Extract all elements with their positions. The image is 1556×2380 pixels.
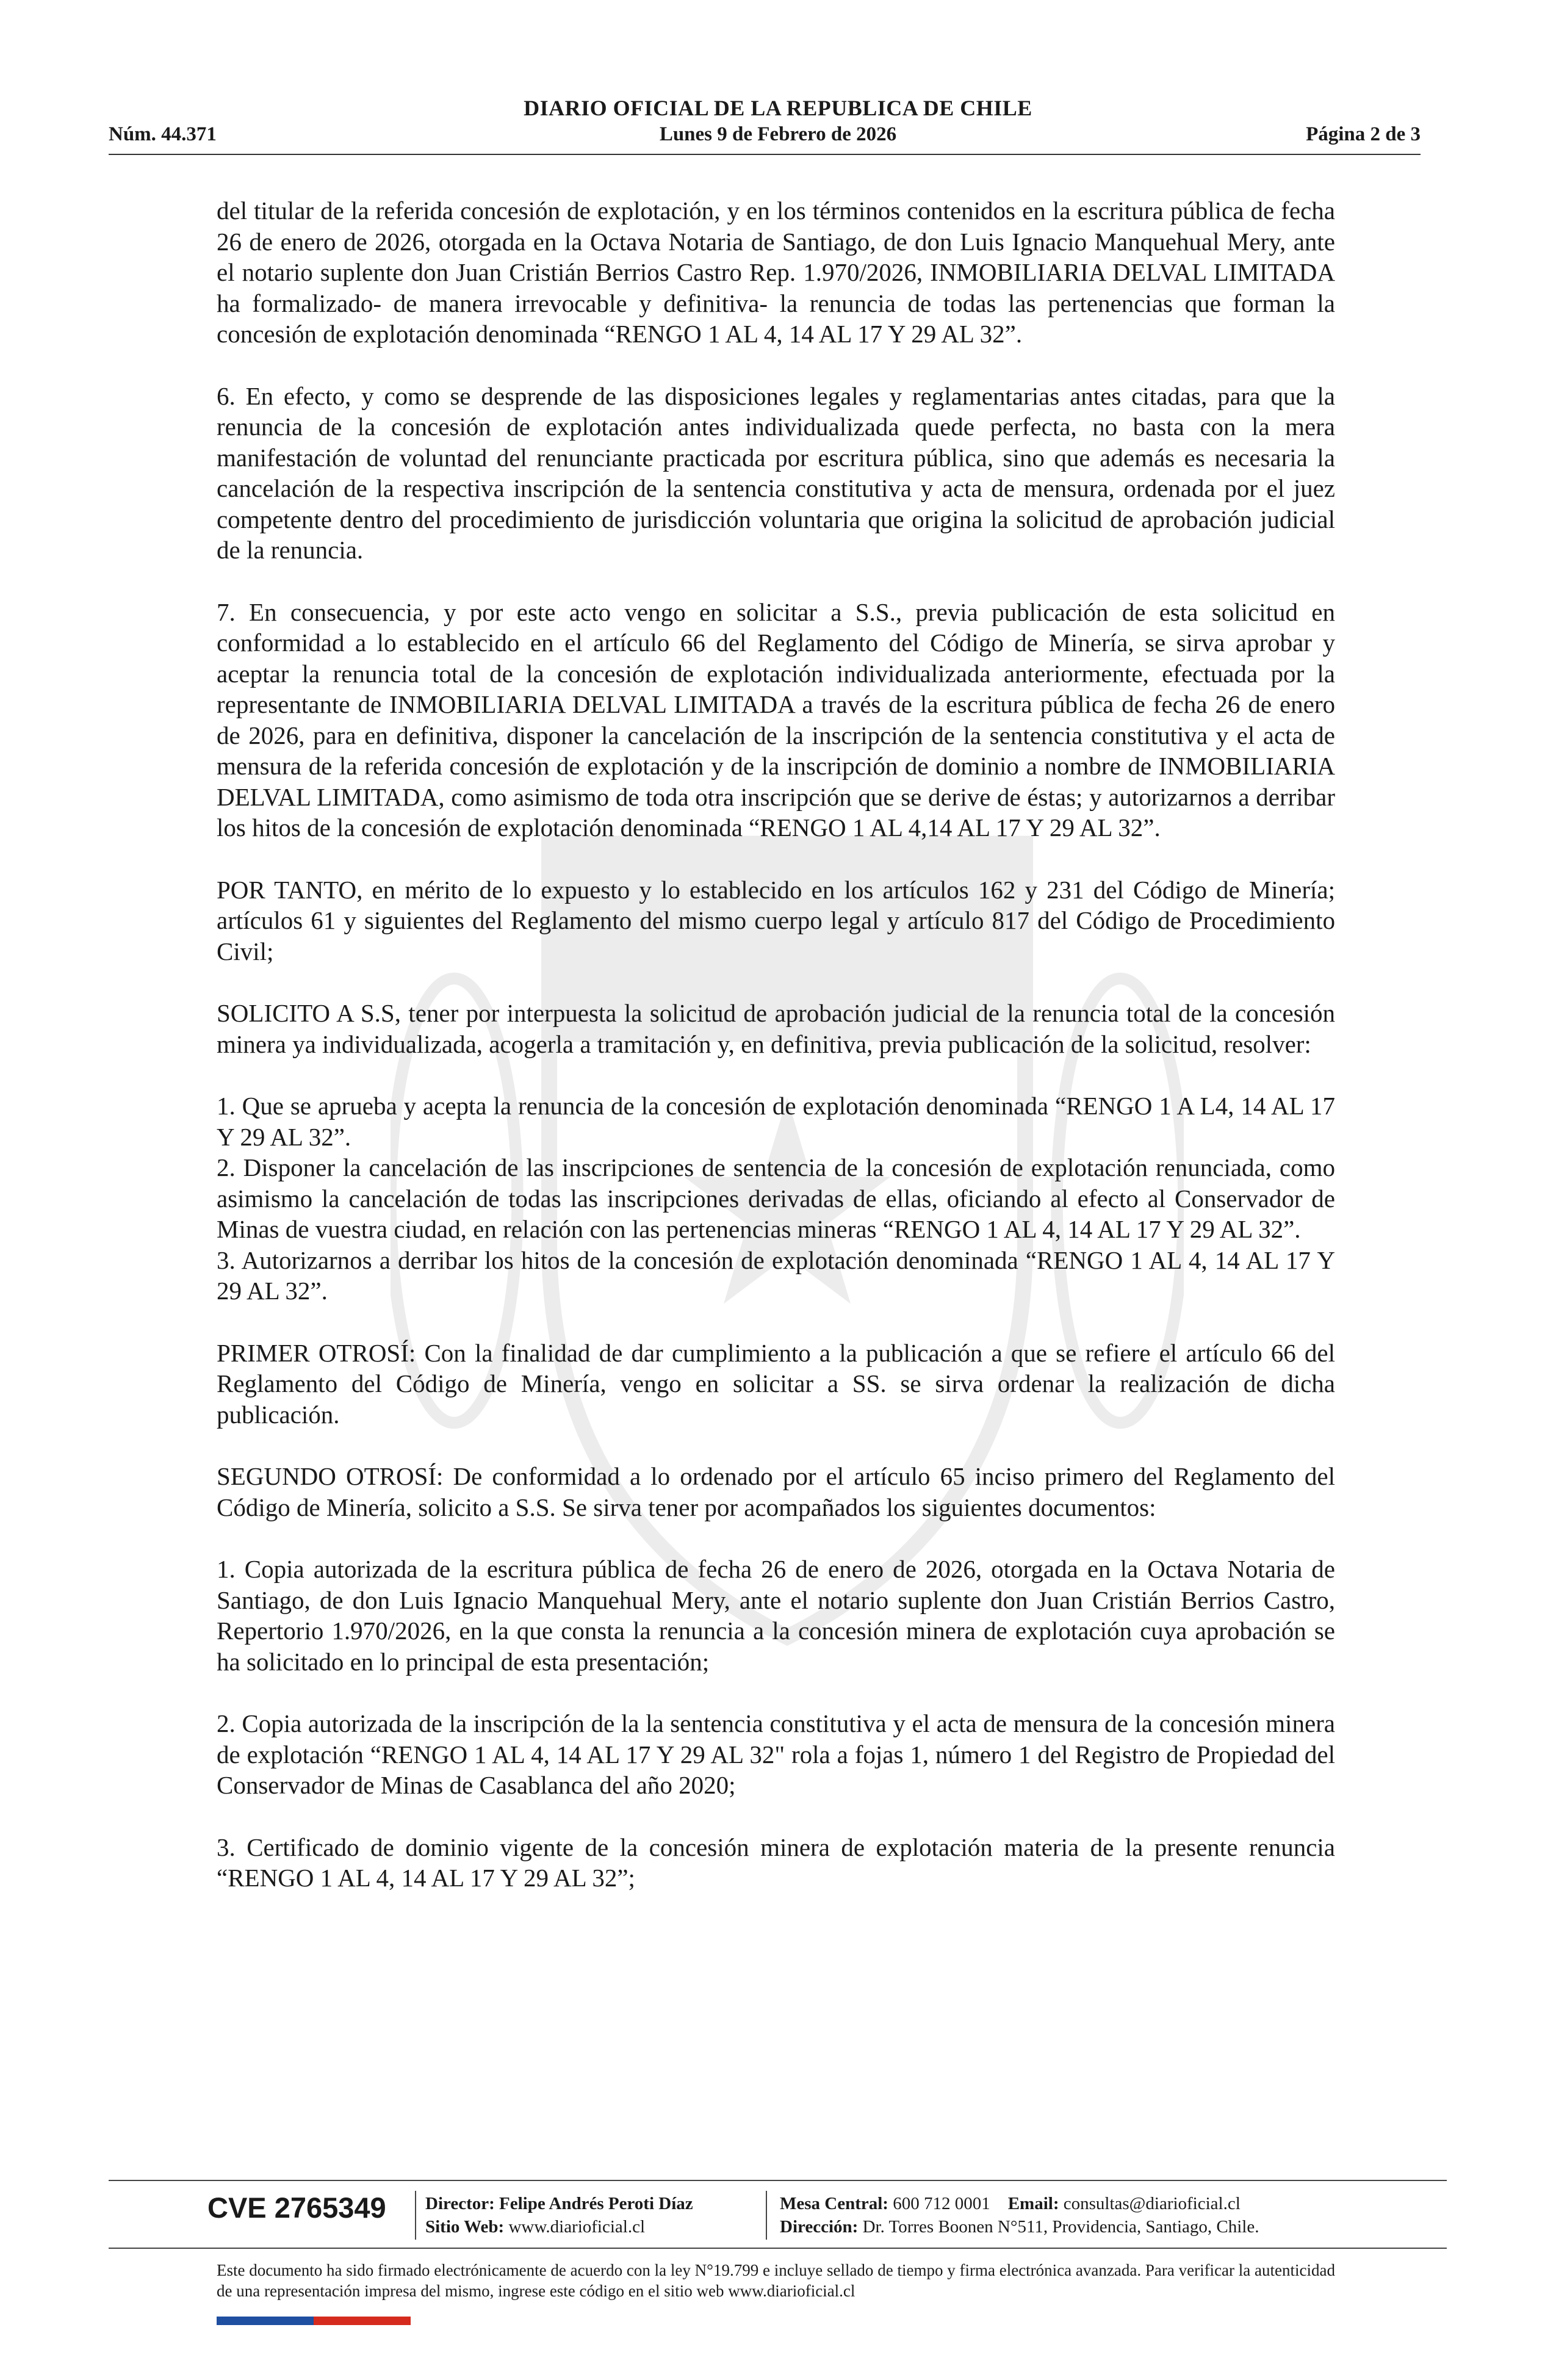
resolve-item-2: 2. Disponer la cancelación de las inscripciones de sentencia de la concesión de explotación renunciada, como asimismo la cancelación de todas las inscripciones derivadas de ellas, oficiando al efecto al Conservador de Minas de vuestra ciudad, en relación con las pertenencias mineras “RENGO 1 AL 4, 14 AL 17 Y 29 AL 32”.: [217, 1153, 1335, 1243]
document-item-1: 1. Copia autorizada de la escritura pública de fecha 26 de enero de 2026, otorgada en la Octava Notaria de Santiago, de don Luis Ignacio Manquehual Mery, ante el notario suplente don Juan Cristián Berrios Castro, Repertorio 1.970/2026, en la que consta la renuncia a la concesión minera de explotación cuya aprobación se ha solicitado en lo principal de esta presentación;: [217, 1555, 1335, 1676]
director-name: Felipe Andrés Peroti Díaz: [499, 2194, 693, 2213]
segundo-otrosi: SEGUNDO OTROSÍ: De conformidad a lo ordenado por el artículo 65 inciso primero del Reglamento del Código de Minería, solicito a S.S. Se sirva tener por acompañados los siguientes documentos:: [217, 1462, 1335, 1521]
document-item-3: 3. Certificado de dominio vigente de la concesión minera de explotación materia de la presente renuncia “RENGO 1 AL 4, 14 AL 17 Y 29 AL 32”;: [217, 1833, 1335, 1892]
footer-divider-top: [109, 2180, 1447, 2181]
header-divider: [109, 154, 1421, 155]
issue-date: Lunes 9 de Febrero de 2026: [659, 123, 897, 145]
signature-note: Este documento ha sido firmado electrónicamente de acuerdo con la ley N°19.799 e incluye sellado de tiempo y firma electrónica avanzada. Para verificar la autenticidad de una representación impresa del mismo, ingrese este código en el sitio web www.diarioficial.cl: [217, 2261, 1335, 2300]
paragraph-7: 7. En consecuencia, y por este acto vengo en solicitar a S.S., previa publicación de esta solicitud en conformidad a lo establecido en el artículo 66 del Reglamento del Código de Minería, se sirva aprobar y aceptar la renuncia total de la concesión de explotación individualizada anteriormente, efectuada por la representante de INMOBILIARIA DELVAL LIMITADA a través de la escritura pública de fecha 26 de enero de 2026, para en definitiva, disponer la cancelación de la inscripción de la sentencia constitutiva y el acta de mensura de la referida concesión de explotación y de la inscripción de dominio a nombre de INMOBILIARIA DELVAL LIMITADA, como asimismo de toda otra inscripción que se derive de éstas; y autorizarnos a derribar los hitos de la concesión de explotación denominada “RENGO 1 AL 4,14 AL 17 Y 29 AL 32”.: [217, 597, 1335, 842]
phone-number: 600 712 0001: [893, 2194, 990, 2213]
issue-number: Núm. 44.371: [109, 123, 217, 145]
email-label: Email:: [1007, 2194, 1059, 2213]
phone-label: Mesa Central:: [780, 2194, 888, 2213]
flag-stripe: [217, 2317, 411, 2325]
address-text: Dr. Torres Boonen N°511, Providencia, Santiago, Chile.: [862, 2217, 1259, 2237]
paragraph-solicito: SOLICITO A S.S, tener por interpuesta la solicitud de aprobación judicial de la renuncia total de la concesión minera ya individualizada, acogerla a tramitación y, en definitiva, previa publicación de la solicitud, resolver:: [217, 999, 1335, 1058]
address-label: Dirección:: [780, 2217, 859, 2237]
email-link[interactable]: consultas@diarioficial.cl: [1063, 2194, 1241, 2213]
document-body: [217, 195, 1335, 1925]
footer-separator: [415, 2191, 416, 2240]
primer-otrosi: PRIMER OTROSÍ: Con la finalidad de dar cumplimiento a la publicación a que se refiere el artículo 66 del Reglamento del Código de Minería, vengo en solicitar a SS. se sirva ordenar la realización de dicha publicación.: [217, 1338, 1335, 1429]
flag-red-band: [314, 2317, 411, 2325]
paragraph-6: 6. En efecto, y como se desprende de las disposiciones legales y reglamentarias antes citadas, para que la renuncia de la concesión de explotación antes individualizada quede perfecta, no basta con la mera manifestación de voluntad del renunciante practicada por escritura pública, sino que además es necesaria la cancelación de la respectiva inscripción de la sentencia constitutiva y acta de mensura, ordenada por el juez competente dentro del procedimiento de jurisdicción voluntaria que origina la solicitud de aprobación judicial de la renuncia.: [217, 381, 1335, 564]
paragraph-continuation: del titular de la referida concesión de explotación, y en los términos contenidos en la escritura pública de fecha 26 de enero de 2026, otorgada en la Octava Notaria de Santiago, de don Luis Ignacio Manquehual Mery, ante el notario suplente don Juan Cristián Berrios Castro Rep. 1.970/2026, INMOBILIARIA DELVAL LIMITADA ha formalizado- de manera irrevocable y definitiva- la renuncia de todas las pertenencias que forman la concesión de explotación denominada “RENGO 1 AL 4, 14 AL 17 Y 29 AL 32”.: [217, 197, 1335, 348]
footer-contact-block: [780, 2192, 1259, 2238]
cve-code: CVE 2765349: [207, 2191, 386, 2224]
footer-director-block: [425, 2192, 693, 2238]
document-item-2: 2. Copia autorizada de la inscripción de la la sentencia constitutiva y el acta de mensura de la concesión minera de explotación “RENGO 1 AL 4, 14 AL 17 Y 29 AL 32" rola a fojas 1, número 1 del Registro de Propiedad del Conservador de Minas de Casablanca del año 2020;: [217, 1709, 1335, 1799]
page-indicator: Página 2 de 3: [1306, 123, 1421, 145]
director-label: Director:: [425, 2194, 495, 2213]
flag-blue-band: [217, 2317, 314, 2325]
resolve-item-1: 1. Que se aprueba y acepta la renuncia de la concesión de explotación denominada “RENGO 1 A L4, 14 AL 17 Y 29 AL 32”.: [217, 1092, 1335, 1151]
footer-divider-bottom: [109, 2248, 1447, 2249]
website-link[interactable]: www.diarioficial.cl: [508, 2217, 646, 2237]
footer-separator: [766, 2191, 767, 2240]
newspaper-title: DIARIO OFICIAL DE LA REPUBLICA DE CHILE: [524, 96, 1032, 120]
paragraph-por-tanto: POR TANTO, en mérito de lo expuesto y lo establecido en los artículos 162 y 231 del Código de Minería; artículos 61 y siguientes del Reglamento del mismo cuerpo legal y artículo 817 del Código de Procedimiento Civil;: [217, 875, 1335, 965]
resolve-item-3: 3. Autorizarnos a derribar los hitos de la concesión de explotación denominada “RENGO 1 AL 4, 14 AL 17 Y 29 AL 32”.: [217, 1246, 1335, 1305]
website-label: Sitio Web:: [425, 2217, 505, 2237]
